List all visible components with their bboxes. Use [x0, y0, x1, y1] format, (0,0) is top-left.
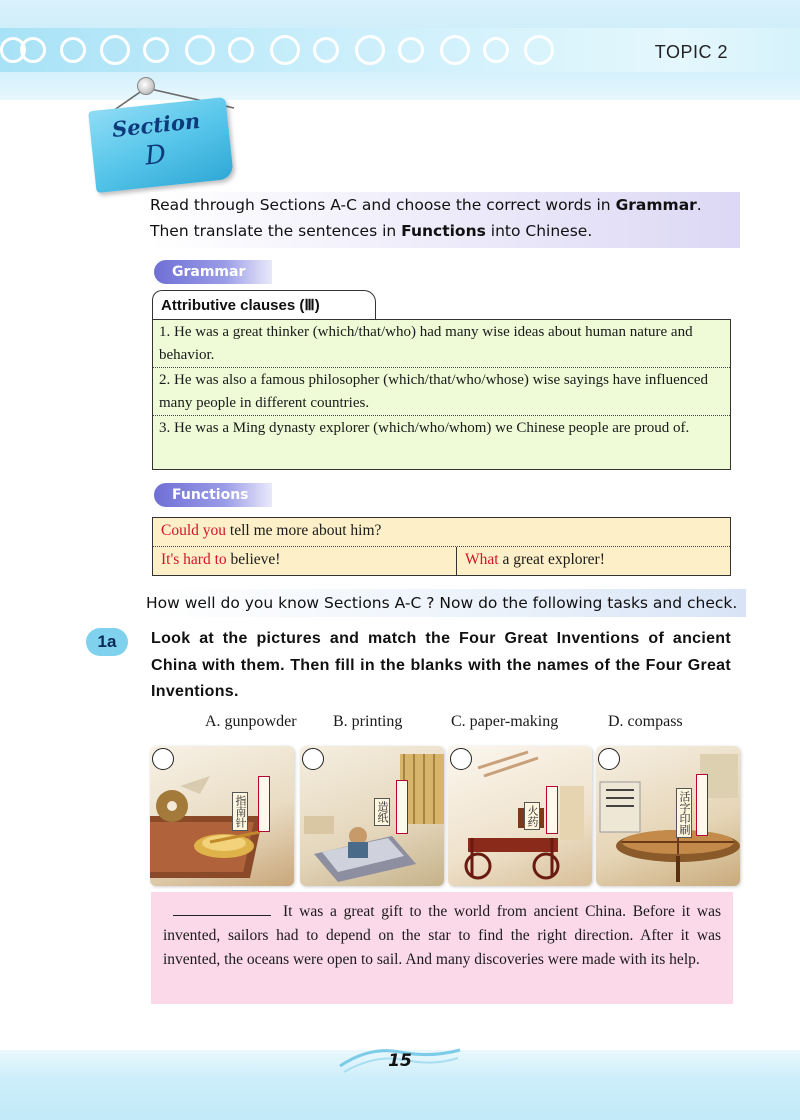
- ring-icon: [483, 37, 509, 63]
- decorative-rings: [0, 34, 560, 68]
- function-text: tell me more about him?: [226, 522, 382, 539]
- compass-illustration-icon: [150, 746, 294, 886]
- functions-row: [153, 547, 730, 575]
- compass-caption: 指南针: [232, 792, 248, 831]
- functions-cell: [153, 547, 457, 575]
- printing-illustration-icon: [596, 746, 740, 886]
- ring-icon: [440, 35, 470, 65]
- title-strip: [546, 786, 558, 834]
- functions-tag: Functions: [154, 483, 272, 507]
- function-text: believe!: [226, 551, 281, 568]
- answer-circle[interactable]: [302, 748, 324, 770]
- answer-blank[interactable]: [173, 902, 271, 916]
- title-strip: [258, 776, 270, 832]
- compass-picture: [150, 746, 294, 886]
- option-b: B. printing: [333, 713, 403, 730]
- task-badge: 1a: [86, 628, 128, 656]
- intro-instructions: [150, 192, 740, 248]
- printing-caption: 活字印刷: [676, 788, 692, 838]
- intro-text: into Chinese.: [485, 222, 593, 240]
- title-strip: [696, 774, 708, 836]
- ring-icon: [60, 37, 86, 63]
- intro-bold-functions: Functions: [401, 222, 486, 240]
- function-phrase: It's hard to: [161, 551, 227, 568]
- option-d: D. compass: [608, 713, 683, 730]
- gunpowder-picture: [448, 746, 592, 886]
- ring-icon: [228, 37, 254, 63]
- ring-icon: [524, 35, 554, 65]
- intro-text: Then translate the sentences in: [150, 222, 402, 240]
- section-letter: D: [143, 139, 168, 172]
- ring-icon: [185, 35, 215, 65]
- paragraph-text: It was a great gift to the world from ancient China. Before it was invented, sailors had to depend on the star to find the right direction. After it was invented, the oceans were open to sail. And many discoveries were made with its help.: [163, 903, 721, 968]
- intro-text: .: [696, 196, 702, 214]
- paper-making-picture: [300, 746, 444, 886]
- question-line: How well do you know Sections A-C ? Now do the following tasks and check.: [146, 589, 746, 617]
- functions-cell: [457, 547, 613, 575]
- function-text: a great explorer!: [498, 551, 605, 568]
- grammar-row: 1. He was a great thinker (which/that/who) had many wise ideas about human nature and behavior.: [153, 320, 730, 368]
- fill-in-paragraph-box: [151, 892, 733, 1004]
- intro-bold-grammar: Grammar: [615, 196, 697, 214]
- fill-in-paragraph: [163, 900, 721, 972]
- ring-icon: [100, 35, 130, 65]
- gunpowder-caption: 火药: [524, 802, 540, 830]
- page-number: 15: [388, 1051, 412, 1071]
- grammar-tag: Grammar: [154, 260, 272, 284]
- grammar-row: 2. He was also a famous philosopher (which/that/who/whose) wise sayings have influenced many people in different countries.: [153, 368, 730, 416]
- answer-circle[interactable]: [450, 748, 472, 770]
- task-instruction: Look at the pictures and match the Four Great Inventions of ancient China with them. Then fill in the blanks with the names of the Four Great Inventions.: [151, 630, 731, 700]
- grammar-row: 3. He was a Ming dynasty explorer (which/who/whom) we Chinese people are proud of.: [159, 420, 690, 436]
- option-c: C. paper-making: [451, 713, 559, 730]
- section-word: Section: [110, 107, 202, 142]
- title-strip: [396, 780, 408, 834]
- ring-icon: [398, 37, 424, 63]
- answer-circle[interactable]: [152, 748, 174, 770]
- ring-icon: [143, 37, 169, 63]
- ring-icon: [20, 37, 46, 63]
- intro-line-2: [150, 218, 740, 244]
- ring-icon: [270, 35, 300, 65]
- option-a: A. gunpowder: [205, 713, 297, 730]
- topic-label: TOPIC 2: [654, 42, 728, 62]
- function-phrase: What: [465, 551, 499, 568]
- section-sign: [88, 97, 234, 193]
- gunpowder-illustration-icon: [448, 746, 592, 886]
- top-banner: [0, 0, 800, 100]
- printing-picture: [596, 746, 740, 886]
- intro-line-1: [150, 192, 740, 218]
- function-phrase: Could you: [161, 522, 227, 539]
- paper-making-illustration-icon: [300, 746, 444, 886]
- grammar-title: Attributive clauses (Ⅲ): [152, 290, 376, 320]
- ring-icon: [355, 35, 385, 65]
- ring-icon: [313, 37, 339, 63]
- functions-row: [153, 518, 730, 547]
- grammar-box: [152, 319, 731, 470]
- paper-making-caption: 造纸: [374, 798, 390, 826]
- answer-options: [205, 713, 745, 735]
- functions-box: [152, 517, 731, 576]
- answer-circle[interactable]: [598, 748, 620, 770]
- pin-icon: [137, 77, 155, 95]
- intro-text: Read through Sections A-C and choose the correct words in: [150, 196, 616, 214]
